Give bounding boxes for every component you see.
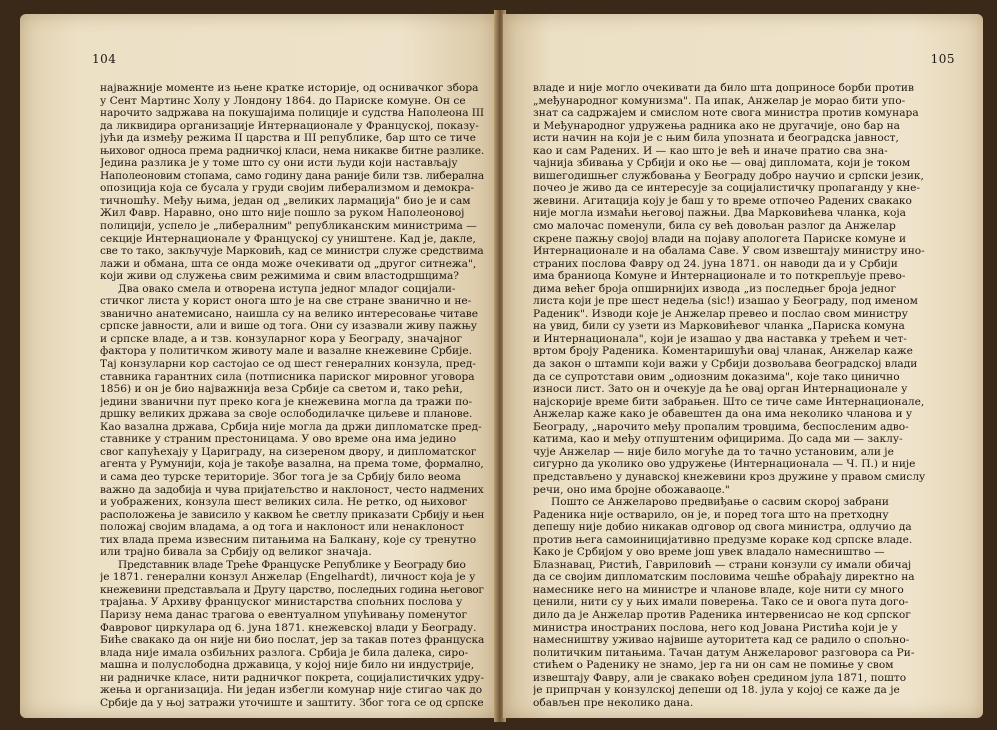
left-page xyxy=(20,14,496,718)
text-line: обављен пре неколико дана. xyxy=(533,696,694,709)
text-line: на увид, били су узети из Марковићевог чланка „Париска комуна xyxy=(533,320,905,333)
text-line: најважније моменте из њене кратке историје, од оснивачког збора xyxy=(100,82,479,94)
text-line: дршку великих држава за своје ослободилачке циљеве и планове. xyxy=(100,408,473,421)
text-line: ни радничке класе, нити радничког покрета, социјалистичких удру- xyxy=(100,671,484,684)
text-line: Фавровог циркулара од 6. јуна 1871. кнежевској влади у Београду. xyxy=(100,621,477,634)
text-line: скрене пажњу својој влади на појаву апологета Париске комуне и xyxy=(533,232,907,245)
page-number-right: 105 xyxy=(930,52,955,66)
text-line: и уображених, конзула шест великих сила. Не ретко, од њиховог xyxy=(100,496,468,509)
text-line: Пошто се Анжеларово предвиђање о сасвим скорој забрани xyxy=(551,496,889,509)
text-line: вртом броју Раденика. Коментаришући овај чланак, Анжелар каже xyxy=(533,345,913,358)
text-line: жења и организација. Ни један избегли комунар није стигао чак до xyxy=(100,684,483,697)
text-line: фактора у политичком животу мале и вазалне кнежевине Србије. xyxy=(100,345,472,358)
text-line: све то тако, закључује Марковић, кад се министри служе средствима xyxy=(100,245,484,258)
text-line: Тај конзуларни кор састојао се од шест генералних конзула, пред- xyxy=(100,358,476,371)
text-line: званично анатемисано, наишла су на велико интересовање читаве xyxy=(100,307,479,320)
text-line: да се својим дипломатским пословима чешће обраћају директно на xyxy=(533,571,915,584)
text-line: трајања. У Архиву француског министарства спољних послова у xyxy=(100,596,463,609)
text-line: да ликвидира организације Интернационале у Француској, показу- xyxy=(100,119,479,132)
text-line: њиховог односа према радничкој класи, нема никакве битне разлике. xyxy=(100,144,484,157)
page-number-left: 104 xyxy=(92,52,117,66)
text-line: положај својим владама, а од тога и наклоност или ненаклоност xyxy=(100,521,465,534)
text-line: и сама део турске територије. Због тога је за Србију било веома xyxy=(100,470,461,483)
text-line: ставнике у страним престоницама. У ово време она има једино xyxy=(100,433,457,446)
text-line: тичношћу. Међу њима, један од „великих лармација" био је и сам xyxy=(100,194,471,207)
text-line: дима већег броја опширнијих извода „из последњег броја једног xyxy=(533,282,897,295)
text-line: представљено у дунавској кнежевини кроз дружине у правом смислу xyxy=(533,470,926,483)
text-line: и Интернационала", који је изашао у два наставка у трећем и чет- xyxy=(533,332,907,345)
text-line: Београду, „нарочито међу пропалим тровџима, беспосленим адво- xyxy=(533,420,909,433)
text-line: Жил Фавр. Наравно, оно што није пошло за руком Наполеоновој xyxy=(100,207,465,220)
text-line: има браниоца Комуне и Интернационале и то поткрепљује прево- xyxy=(533,270,906,283)
text-line: страних послова Фавру од 24. јуна 1871. он наводи да и у Србији xyxy=(533,257,898,270)
text-line: влада није имала озбиљних разлога. Србија је била далека, сиро- xyxy=(100,646,469,659)
text-line: речи, оно има бројне обожаваоце." xyxy=(533,483,730,496)
text-line: у Сент Мартинс Холу у Лондону 1864. до Париске комуне. Он се xyxy=(100,94,466,107)
text-line: важно да задобија и чува пријатељство и наклоност, често надмених xyxy=(100,483,484,496)
text-line: листа који је пре шест недеља (sic!) изашао у Београду, под именом xyxy=(533,295,918,308)
text-line: да закон о штампи који важи у Србији дозвољава београдској влади xyxy=(533,358,918,371)
text-line: или трајно бивала за Србију од великог значаја. xyxy=(100,546,372,559)
text-line: политичким питањима. Тачан датум Анжеларовог разговора са Ри- xyxy=(533,646,915,659)
text-line: Наполеоновим стопама, само годину дана раније били тзв. либерална xyxy=(100,169,484,182)
text-line: знат са садржајем и смислом ноте свога министра против комунара xyxy=(533,107,919,120)
text-line: намеснике него на министре и чланове владе, које нити су много xyxy=(533,583,904,596)
text-line: ставника гарантних сила (потписника париског мировног уговора xyxy=(100,370,475,383)
text-line: „међународног комунизма". Па ипак, Анжелар је морао бити упо- xyxy=(533,94,906,107)
text-line: који живи од служења свим режимима и свим властодршцима? xyxy=(100,270,459,283)
text-line: да се супротстави овим „одиозним доказима", које тако цинично xyxy=(533,370,900,383)
right-page-text xyxy=(533,82,945,709)
text-line: износи лист. Зато он и очекује да ће овај орган Интернационале у xyxy=(533,383,908,396)
text-line: тих влада према извесним питањима на Балкану, које су тренутно xyxy=(100,533,477,546)
text-line: Паризу нема данас трагова о евентуалном упућивању поменутог xyxy=(100,608,468,621)
text-line: свог капућехају у Цариграду, на сизереном двору, и дипломатског xyxy=(100,445,477,458)
text-line: машна и полуслободна државица, у којој није било ни индустрије, xyxy=(100,659,475,672)
text-line: чајнија збивања у Србији и око ње — овај дипломата, који је током xyxy=(533,157,911,170)
text-line: и Међународног удружења радника ако не другачије, оно бар на xyxy=(533,119,900,132)
text-line: кнежевини представљала и Другу царство, последњих година његовог xyxy=(100,583,484,596)
text-line: Представник владе Треће Француске Републике у Београду био xyxy=(118,558,466,571)
text-line: Србије да у њој затражи уточиште и заштиту. Због тога се од српске xyxy=(100,696,484,709)
text-line: агента у Румунији, која је такође вазална, на према томе, формално, xyxy=(100,458,484,471)
text-line: Као вазална држава, Србија није могла да држи дипломатске пред- xyxy=(100,420,482,433)
text-line: почео је живо да се интересује за социјалистичку пропаганду у кне- xyxy=(533,182,920,195)
text-line: исти начин на који је с њим била упозната и београдска јавност, xyxy=(533,132,899,145)
text-line: Биће свакако да он није ни био послат, јер за такав потез француска xyxy=(100,634,484,647)
text-line: није могла измаћи његовој пажњи. Два Марковићева чланка, која xyxy=(533,207,906,220)
text-line: стићем о Раденику не знамо, јер га ни он сам не помиње у свом xyxy=(533,659,894,672)
text-line: српске јавности, али и више од тога. Они су изазвали живу пажњу xyxy=(100,320,477,333)
text-line: намесништву уживао највише ауторитета кад се радило о спољно- xyxy=(533,634,910,647)
text-line: најскорије време бити забрањен. Што се тиче саме Интернационале, xyxy=(533,395,925,408)
text-line: депешу није добио никакав одговор од свога министра, одлучио да xyxy=(533,521,912,534)
text-line: јући да између режима II царства и III републике, бар што се тиче xyxy=(100,132,476,145)
text-line: сигурно да уколико ово удружење (Интернационала — Ч. П.) и није xyxy=(533,458,916,471)
text-line: полицији, успело је „либералним" републиканским министрима — xyxy=(100,220,477,233)
text-line: министра иностраних послова, него код Јована Ристића који је у xyxy=(533,621,898,634)
text-line: ценили, нити су у њих имали поверења. Тако се и овога пута дого- xyxy=(533,596,909,609)
text-line: извештају Фавру, али је свакако вођен средином јула 1871, пошто xyxy=(533,671,907,684)
right-page xyxy=(503,14,983,718)
text-line: Два овако смела и отворена иступа једног младог социјали- xyxy=(118,282,456,295)
text-line: Интернационале и на обалама Саве. У свом извештају министру ино- xyxy=(533,245,925,258)
text-line: лажи и обмана, шта се онда може очекивати од „другог ситнежа", xyxy=(100,257,477,270)
text-line: стичког листа у корист онога што је на све стране званично и не- xyxy=(100,295,472,308)
text-line: је припрчан у конзулској депеши од 18. јула у којој се каже да је xyxy=(533,684,900,697)
text-line: смо малочас поменули, била су већ довољан разлог да Анжелар xyxy=(533,220,896,233)
text-line: дило да је Анжелар против Раденика интервенисао не код српског xyxy=(533,608,911,621)
text-line: катима, као и међу отпуштеним официрима. До сада ми — заклу- xyxy=(533,433,903,446)
text-line: као и сам Радених. И — као што је већ и иначе пратио сва зна- xyxy=(533,144,888,157)
text-line: 1856) и он је био најважнија веза Србије са светом и, тако рећи, xyxy=(100,383,463,396)
text-line: владе и није могло очекивати да било шта доприносе борби против xyxy=(533,82,914,94)
text-line: Како је Србијом у ово време још увек владало намесништво — xyxy=(533,546,885,559)
text-line: расположења је зависило у каквом ће светлу приказати Србију и њен xyxy=(100,508,484,521)
text-line: Раденика није остварило, он је, и поред тога што на претходну xyxy=(533,508,889,521)
text-line: и српске владе, а и тзв. конзуларног кора у Београду, значајног xyxy=(100,332,463,345)
text-line: једини званични пут преко кога је кнежевина могла да тражи по- xyxy=(100,395,473,408)
text-line: чује Анжелар — није било могуће да то тачно установим, али је xyxy=(533,445,894,458)
left-page-text xyxy=(100,82,484,709)
text-line: Анжелар каже како је обавештен да она има неколико чланова и у xyxy=(533,408,913,421)
text-line: Блазнавац, Ристић, Гавриловић — страни конзули су имали обичај xyxy=(533,558,912,571)
text-line: је 1871. генерални конзул Анжелар (Engelhardt), личност која је у xyxy=(100,571,476,584)
text-line: против њега самоиницијативно предузме кораке код српске владе. xyxy=(533,533,913,546)
text-line: нарочито задржава на покушајима полиције и судства Наполеона III xyxy=(100,107,484,120)
text-line: жевини. Агитација коју је баш у то време отпочео Радених свакако xyxy=(533,194,912,207)
text-line: Раденик". Изводи које је Анжелар превео и послао свом министру xyxy=(533,307,908,320)
text-line: опозиција која се бусала у груди својим либерализмом и демокра- xyxy=(100,182,475,195)
text-line: Једина разлика је у томе што су они исти људи који настављају xyxy=(100,157,458,170)
text-line: вишегодишњег службовања у Београду добро научио и српски језик, xyxy=(533,169,924,182)
text-line: секције Интернационале у Француској су уништене. Кад је, дакле, xyxy=(100,232,476,245)
